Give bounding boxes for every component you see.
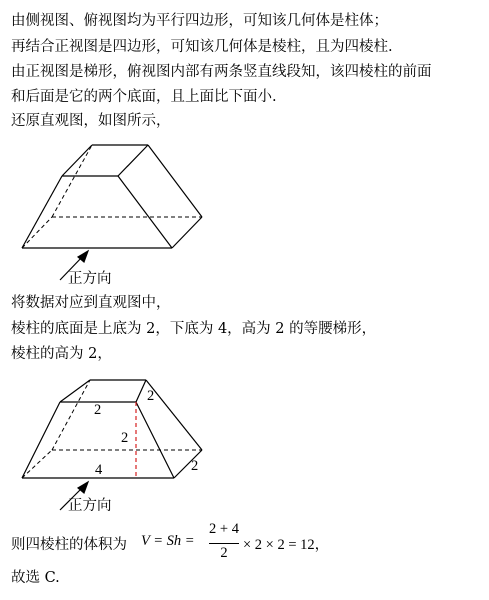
text-line-8: 棱柱的高为 2， [11, 346, 112, 362]
fig1-direction-label: 正方向 [68, 271, 112, 287]
formula-prefix: 则四棱柱的体积为 [11, 537, 127, 553]
fig2-label-depth: 2 [191, 458, 199, 474]
text-line-5: 还原直观图，如图所示， [11, 113, 171, 129]
fraction-numerator: 2 + 4 [209, 521, 239, 537]
text-line-7: 棱柱的底面是上底为 2，下底为 4，高为 2 的等腰梯形， [11, 321, 377, 337]
fig2-label-height: 2 [121, 430, 129, 446]
fig2-label-right-top: 2 [147, 388, 155, 404]
prism-figure-1 [0, 135, 489, 285]
fig2-label-bottom: 4 [95, 462, 103, 478]
text-line-6: 将数据对应到直观图中， [11, 295, 171, 311]
text-line-2: 再结合正视图是四边形，可知该几何体是棱柱，且为四棱柱. [11, 39, 393, 55]
text-line-1: 由侧视图、俯视图均为平行四边形，可知该几何体是柱体； [11, 13, 388, 29]
text-line-3: 由正视图是梯形，俯视图内部有两条竖直线段知，该四棱柱的前面 [11, 64, 432, 80]
fraction-bar [209, 543, 239, 544]
fig2-label-top: 2 [94, 402, 102, 418]
fig2-direction-label: 正方向 [68, 498, 112, 514]
formula-rhs: × 2 × 2 = 12， [243, 537, 330, 553]
text-line-10: 故选 C. [11, 570, 60, 586]
formula-lhs: V = Sh = [141, 533, 195, 549]
fraction-denominator: 2 [220, 545, 228, 561]
text-line-4: 和后面是它的两个底面，且上面比下面小. [11, 89, 277, 105]
